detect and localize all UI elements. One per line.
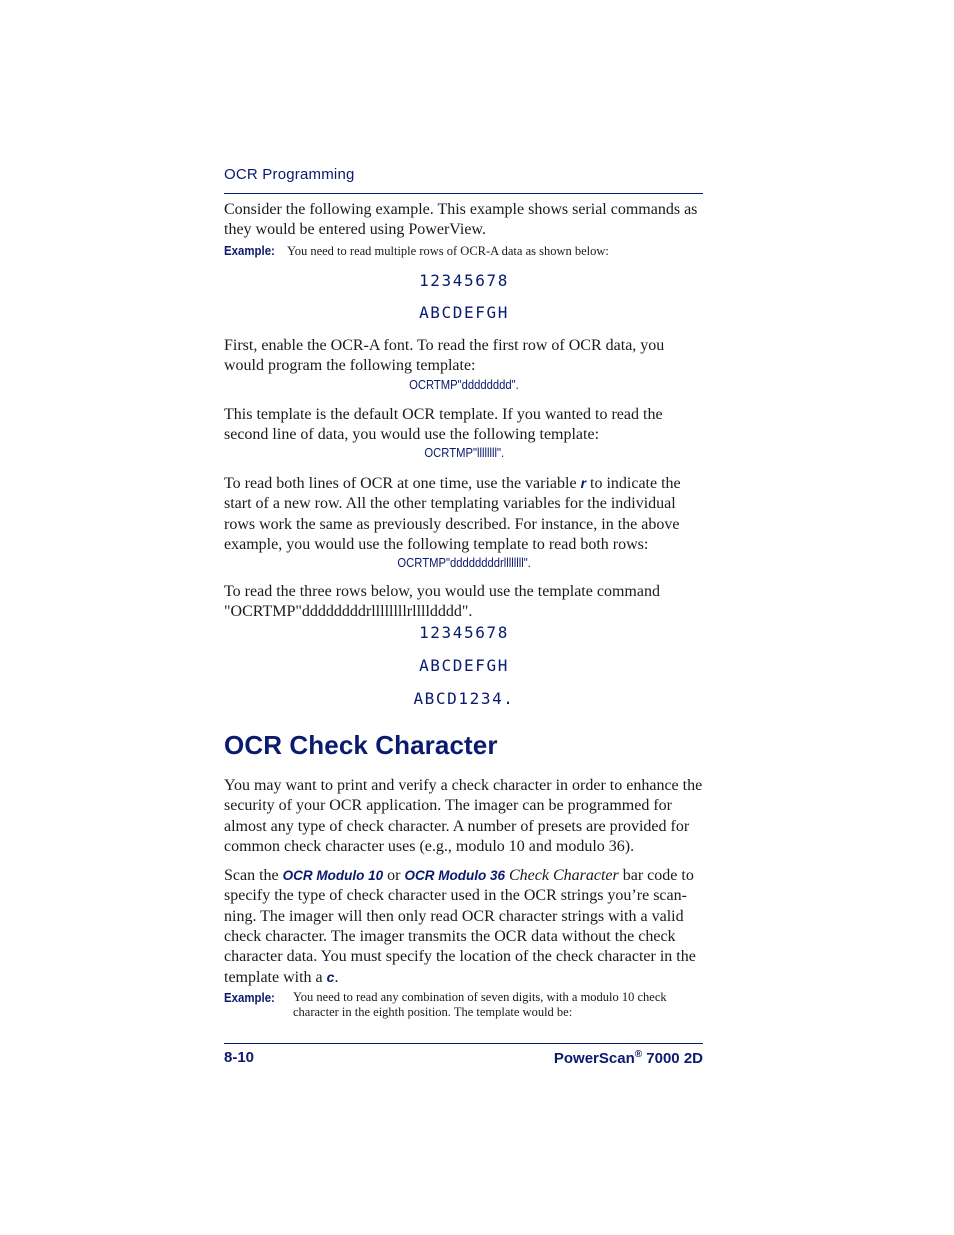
intro-paragraph-2: First, enable the OCR-A font. To read the first row of OCR data, you would program the following template: xyxy=(224,337,665,375)
example-text: You need to read multiple rows of OCR-A data as shown below: xyxy=(286,244,609,258)
ocr-sample-row: ABCD1234. xyxy=(413,689,515,708)
footer-rule xyxy=(224,1043,703,1044)
intro-paragraph-1: Consider the following example. This example shows serial commands as they would be entered using PowerView. xyxy=(224,201,698,239)
template-command: OCRTMP"llllllll". xyxy=(424,446,504,460)
section-heading: OCR Check Character xyxy=(224,730,498,760)
barcode-name-modulo-10: OCR Modulo 10 xyxy=(282,868,384,883)
header-rule xyxy=(224,193,703,194)
ocr-sample-row: 12345678 xyxy=(419,271,509,290)
template-command: OCRTMP"ddddddddrllllllll". xyxy=(397,556,531,570)
variable-r: r xyxy=(580,475,587,491)
product-name: PowerScan® 7000 2D xyxy=(553,1049,703,1067)
intro-paragraph-3: This template is the default OCR template. If you wanted to read the second line of data, you would use the following template: xyxy=(224,406,663,444)
page-number: 8-10 xyxy=(224,1049,255,1066)
barcode-name-modulo-36: OCR Modulo 36 xyxy=(404,868,505,883)
running-header-title: OCR Programming xyxy=(224,166,355,183)
template-command: OCRTMP"dddddddd". xyxy=(409,378,519,392)
intro-paragraph-4: To read both lines of OCR at one time, use the variable r to indicate the start of a new row. All the other templating variables for the individual rows work the same as previously described. For instance, in the above example, you would use the following template to read both rows: xyxy=(224,475,681,553)
section-paragraph-1: You may want to print and verify a check character in order to enhance the security of your OCR application. The imager can be programmed for almost any type of check character. A number of presets are provided for common check character uses (e.g., modulo 10 and modulo 36). xyxy=(224,777,703,855)
intro-paragraph-5: To read the three rows below, you would use the template command "OCRTMP"ddddddddrllllllllrlllldddd". xyxy=(224,583,660,621)
section-paragraph-2: Scan the OCR Modulo 10 or OCR Modulo 36 Check Character bar code to specify the type of check character used in the OCR strings you’re scan-ning. The imager will then only read OCR character strings with a valid check character. The imager transmits the OCR data without the check character data. You must specify the location of the check character in the template with a c. xyxy=(224,867,696,987)
variable-c: c xyxy=(326,969,335,986)
ocr-sample-row: 12345678 xyxy=(419,623,509,642)
example-text: You need to read any combination of seven digits, with a modulo 10 check character in the eighth position. The template would be: xyxy=(293,990,667,1019)
ocr-sample-row: ABCDEFGH xyxy=(419,656,509,675)
example-label: Example: xyxy=(224,243,275,258)
example-label: Example: xyxy=(224,990,275,1005)
ocr-sample-row: ABCDEFGH xyxy=(419,303,509,322)
section-example xyxy=(224,990,704,1020)
intro-example xyxy=(224,243,704,259)
